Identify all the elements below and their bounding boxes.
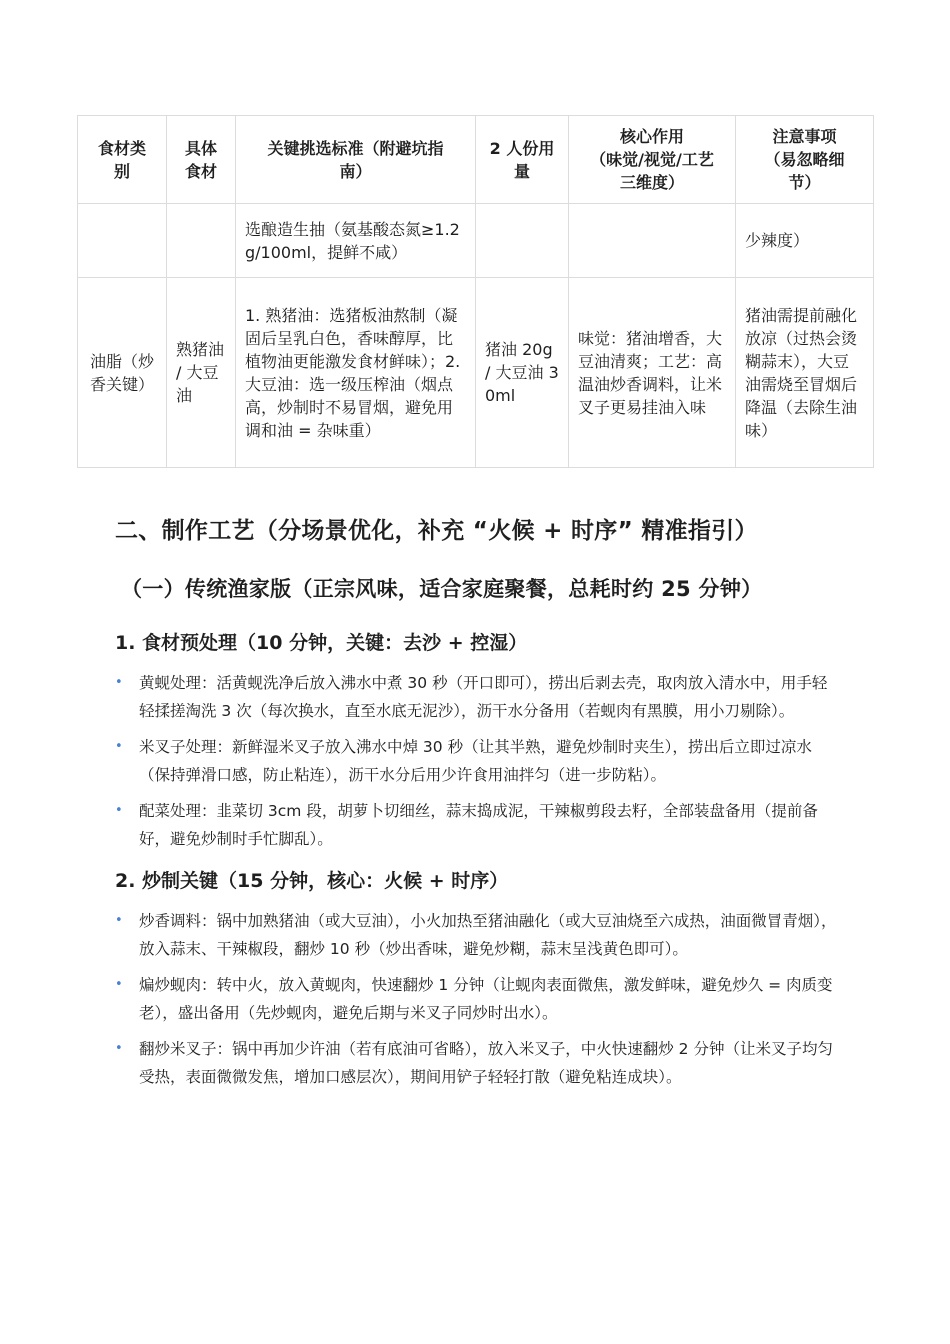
table-header-row [78, 116, 874, 204]
cell-criteria: 1. 熟猪油：选猪板油熬制（凝固后呈乳白色，香味醇厚，比植物油更能激发食材鲜味）；2. 大豆油：选一级压榨油（烟点高，炒制时不易冒烟，避免用调和油 = 杂味重） [236, 278, 476, 468]
bullet-icon: • [115, 977, 123, 992]
stirfry-bullet-list [115, 907, 840, 1091]
ingredient-table-wrap [77, 115, 873, 468]
header-role: 核心作用 （味觉/视觉/工艺 三维度） [569, 116, 736, 204]
header-ingredient: 具体 食材 [167, 116, 236, 204]
cell-amount: 猪油 20g / 大豆油 30ml [476, 278, 569, 468]
cell-role: 味觉：猪油增香，大豆油清爽；工艺：高温油炒香调料，让米叉子更易挂油入味 [569, 278, 736, 468]
table-row [78, 204, 874, 278]
cell-category [78, 204, 167, 278]
list-item: • 炒香调料：锅中加熟猪油（或大豆油），小火加热至猪油融化（或大豆油烧至六成热，油面微冒青烟），放入蒜末、干辣椒段，翻炒 10 秒（炒出香味，避免炒糊，蒜末呈浅黄色即可）。 [115, 907, 840, 963]
section-title: 二、制作工艺（分场景优化，补充 “火候 + 时序” 精准指引） [115, 518, 758, 544]
list-item: • 煸炒蚬肉：转中火，放入黄蚬肉，快速翻炒 1 分钟（让蚬肉表面微焦，激发鲜味，避免炒久 = 肉质变老），盛出备用（先炒蚬肉，避免后期与米叉子同炒时出水）。 [115, 971, 840, 1027]
step-title-stirfry: 2. 炒制关键（15 分钟，核心：火候 + 时序） [115, 870, 509, 892]
bullet-icon: • [115, 675, 123, 690]
process-section [115, 505, 840, 1099]
list-item: • 配菜处理：韭菜切 3cm 段，胡萝卜切细丝，蒜末捣成泥，干辣椒剪段去籽，全部装盘备用（提前备好，避免炒制时手忙脚乱）。 [115, 797, 840, 853]
header-category: 食材类 别 [78, 116, 167, 204]
bullet-icon: • [115, 913, 123, 928]
cell-notes: 猪油需提前融化放凉（过热会烫糊蒜末），大豆油需烧至冒烟后降温（去除生油味） [736, 278, 874, 468]
list-item: • 米叉子处理：新鲜湿米叉子放入沸水中焯 30 秒（让其半熟，避免炒制时夹生），捞出后立即过凉水（保持弹滑口感，防止粘连），沥干水分后用少许食用油拌匀（进一步防粘）。 [115, 733, 840, 789]
header-criteria: 关键挑选标准（附避坑指 南） [236, 116, 476, 204]
cell-amount [476, 204, 569, 278]
prep-bullet-list [115, 669, 840, 853]
bullet-icon: • [115, 803, 123, 818]
step-title-prep: 1. 食材预处理（10 分钟，关键：去沙 + 控湿） [115, 632, 528, 654]
list-item: • 黄蚬处理：活黄蚬洗净后放入沸水中煮 30 秒（开口即可），捞出后剥去壳，取肉放入清水中，用手轻轻揉搓淘洗 3 次（每次换水，直至水底无泥沙），沥干水分备用（若蚬肉有黑膜，用小刀剔除）。 [115, 669, 840, 725]
cell-ingredient: 熟猪油 / 大豆油 [167, 278, 236, 468]
section-subtitle: （一）传统渔家版（正宗风味，适合家庭聚餐，总耗时约 25 分钟） [121, 577, 763, 601]
bullet-icon: • [115, 1041, 123, 1056]
header-notes: 注意事项 （易忽略细 节） [736, 116, 874, 204]
cell-role [569, 204, 736, 278]
cell-ingredient [167, 204, 236, 278]
list-item: • 翻炒米叉子：锅中再加少许油（若有底油可省略），放入米叉子，中火快速翻炒 2 分钟（让米叉子均匀受热，表面微微发焦，增加口感层次），期间用铲子轻轻打散（避免粘连成块）。 [115, 1035, 840, 1091]
cell-criteria: 选酿造生抽（氨基酸态氮≥1.2g/100ml，提鲜不咸） [236, 204, 476, 278]
bullet-icon: • [115, 739, 123, 754]
header-amount: 2 人份用 量 [476, 116, 569, 204]
ingredient-table [77, 115, 874, 468]
cell-notes: 少辣度） [736, 204, 874, 278]
table-row [78, 278, 874, 468]
cell-category: 油脂（炒香关键） [78, 278, 167, 468]
